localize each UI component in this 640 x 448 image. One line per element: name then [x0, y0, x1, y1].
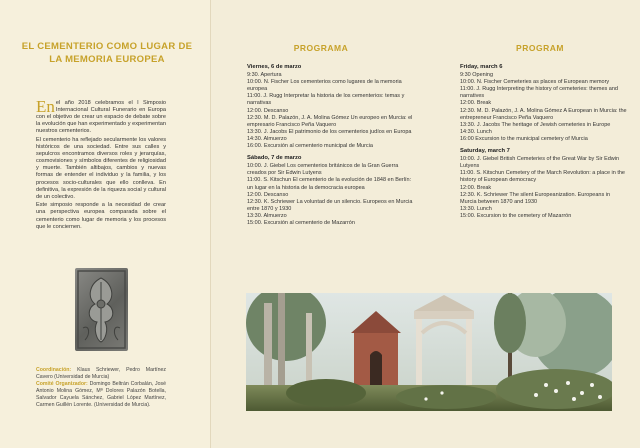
program-item: 12:30. M. D. Palazón, J. A. Molina Gómez A European in Murcia: the entrepreneur Francisco Peña Vaquero [460, 107, 627, 121]
committee-text: Domingo Beltrán Corbalán, José Antonio Molina Gómez, Mª Dolores Palazón Botella, Salvador Cayuela Sánchez, Gabriel López Martínez, Carmen Guillén Lorente. (Universidad de Murcia). [36, 381, 166, 408]
coordination-label: Coordinación: [36, 367, 72, 373]
program-item: 10:00. J. Giebel Los cementerios británicos de la Gran Guerra creados por Sir Edwin Lutyens [247, 163, 399, 177]
program-item: 16:00 Excursion to the municipal cemetery of Murcia [460, 135, 588, 142]
program-en-list [460, 62, 628, 220]
intro-paragraph-2: El cementerio ha reflejado secularmente los valores históricos de una sociedad. Entre sus calles y sepulcros encontramos diversos roles y jerarquías, cosmovisiones y símbolos diferentes de religiosidad y muerte. También altibajos, cambios y nuevas formas de entender el individuo y la familia, y los procesos socio-culturales que ello conlleva. En definitiva, la expresión de la riqueza social y cultural de un colectivo. [36, 136, 166, 200]
coordination-text: Klaus Schriewer, Pedro Martínez Cavero (Universidad de Murcia) [36, 367, 166, 380]
brochure-title: EL CEMENTERIO COMO LUGAR DE LA MEMORIA EUROPEA [21, 41, 193, 65]
day-label: Saturday, march 7 [460, 148, 510, 155]
program-item: 15:00. Excursion to the cemetery of Mazarrón [460, 212, 572, 219]
program-item: 11:00. J. Rugg Interpreting the history of cemeteries: themes and narratives [460, 86, 618, 100]
cemetery-photo [246, 293, 612, 411]
program-item: 12:30. K. Schriewer The silent Europeanization. Europeans in Murcia between 1870 and 1930 [460, 191, 611, 205]
program-item: 14:30. Almuerzo [247, 135, 287, 142]
drop-cap: En [36, 97, 55, 116]
program-item: 13:30. Almuerzo [247, 212, 287, 219]
program-item: 13:30. J. Jacobs The heritage of Jewish cemeteries in Europe [460, 121, 611, 128]
program-es-heading: PROGRAMA [293, 43, 349, 53]
day-label: Sábado, 7 de marzo [247, 155, 302, 162]
program-item: 9:30 Opening [460, 72, 494, 79]
left-panel [0, 0, 211, 448]
day-label: Viernes, 6 de marzo [247, 64, 302, 70]
program-item: 13:30. Lunch [460, 205, 492, 212]
day-label: Friday, march 6 [460, 64, 503, 70]
program-es-list [247, 62, 417, 227]
program-item: 12:00. Break [460, 184, 492, 191]
program-item: 11:00. S. Kitschun Cemetery of the March Revolution: a place in the history of European democracy [460, 170, 625, 184]
intro-text [36, 97, 166, 232]
intro-paragraph-3: Este simposio responde a la necesidad de crear una perspectiva europea comparada sobre el cementerio como lugar de memoria y los procesos que le conciernen. [36, 202, 166, 230]
program-item: 12:30. K. Schriewer La voluntad de un silencio. Europeos en Murcia entre 1870 y 1930 [247, 198, 413, 212]
stone-relief-icon [75, 268, 128, 351]
program-item: 12:00. Break [460, 100, 492, 107]
program-item: 11:00. S. Kitschun El cementerio de la evolución de 1848 en Berlín: un lugar en la historia de la democracia europea [247, 177, 412, 191]
program-item: 15:00. Excursión al cementerio de Mazarrón [247, 219, 355, 226]
program-item: 12:00. Descanso [247, 191, 289, 198]
committee-label: Comité Organizador: [36, 381, 88, 387]
program-item: 13:30. J. Jacobs El patrimonio de los cementerios judíos en Europa [247, 128, 412, 135]
program-item: 9:30. Apertura [247, 72, 282, 79]
program-item: 16:00. Excursión al cementerio municipal de Murcia [247, 143, 373, 150]
stone-relief-image [75, 268, 128, 351]
program-item: 10:00. N. Fischer Los cementerios como lugares de la memoria europea [247, 79, 402, 93]
program-item: 11:00. J. Rugg Interpretar la historia de los cementerios: temas y narrativas [247, 93, 405, 107]
credits [36, 367, 166, 409]
program-item: 12:00. Descanso [247, 107, 289, 114]
program-item: 12:30. M. D. Palazón, J. A. Molina Gómez Un europeo en Murcia: el empresario Francisco Peña Vaquero [247, 114, 413, 128]
program-item: 10:00. J. Giebel British Cemeteries of the Great War by Sir Edwin Lutyens [460, 156, 620, 170]
cemetery-illustration [246, 293, 612, 411]
program-en-heading: PROGRAM [516, 43, 564, 53]
intro-paragraph-1: En el año 2018 celebramos el I Simposio Internacional Cultural Funerario en Europa con el objetivo de crear un espacio de debate sobre la evolución que han experimentado y experimentan nuestros cementerios. [36, 97, 166, 135]
program-item: 10:00. N. Fischer Cemeteries as places of European memory [460, 79, 610, 86]
program-item: 14:30. Lunch [460, 128, 492, 135]
